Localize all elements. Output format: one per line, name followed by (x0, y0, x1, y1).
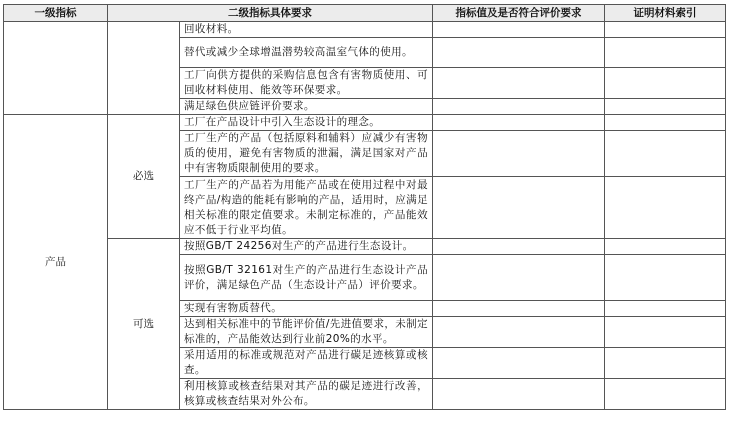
indicator-value-cell (433, 38, 605, 68)
requirement-cell: 满足绿色供应链评价要求。 (180, 99, 433, 115)
requirement-cell: 按照GB/T 24256对生产的产品进行生态设计。 (180, 239, 433, 255)
header-level2-requirements: 二级指标具体要求 (108, 5, 433, 22)
requirement-cell: 回收材料。 (180, 22, 433, 38)
level2-cell-previous (108, 22, 180, 115)
header-row (4, 5, 726, 22)
requirement-cell: 工厂向供方提供的采购信息包含有害物质使用、可回收材料使用、能效等环保要求。 (180, 68, 433, 99)
evidence-index-cell (605, 317, 726, 348)
evidence-index-cell (605, 239, 726, 255)
evidence-index-cell (605, 131, 726, 177)
evaluation-table (3, 4, 726, 410)
requirement-cell: 工厂生产的产品若为用能产品或在使用过程中对最终产品/构造的能耗有影响的产品，适用时，应满足相关标准的限定值要求。未制定标准的，产品能效应不低于行业平均值。 (180, 177, 433, 239)
evidence-index-cell (605, 348, 726, 379)
indicator-value-cell (433, 317, 605, 348)
indicator-value-cell (433, 379, 605, 410)
evidence-index-cell (605, 379, 726, 410)
evidence-index-cell (605, 301, 726, 317)
evidence-index-cell (605, 255, 726, 301)
evidence-index-cell (605, 22, 726, 38)
level1-product: 产品 (4, 115, 108, 410)
indicator-value-cell (433, 22, 605, 38)
header-evidence-index: 证明材料索引 (605, 5, 726, 22)
evidence-index-cell (605, 68, 726, 99)
indicator-value-cell (433, 115, 605, 131)
evidence-index-cell (605, 177, 726, 239)
indicator-value-cell (433, 68, 605, 99)
requirement-cell: 按照GB/T 32161对生产的产品进行生态设计产品评价，满足绿色产品（生态设计产品）评价要求。 (180, 255, 433, 301)
indicator-value-cell (433, 255, 605, 301)
requirement-cell: 工厂生产的产品（包括原料和辅料）应减少有害物质的使用，避免有害物质的泄漏，满足国家对产品中有害物质限制使用的要求。 (180, 131, 433, 177)
indicator-value-cell (433, 99, 605, 115)
requirement-cell: 采用适用的标准或规范对产品进行碳足迹核算或核查。 (180, 348, 433, 379)
level2-required: 必选 (108, 115, 180, 239)
header-indicator-value: 指标值及是否符合评价要求 (433, 5, 605, 22)
requirement-cell: 实现有害物质替代。 (180, 301, 433, 317)
requirement-cell: 工厂在产品设计中引入生态设计的理念。 (180, 115, 433, 131)
evidence-index-cell (605, 115, 726, 131)
indicator-value-cell (433, 348, 605, 379)
level2-optional: 可选 (108, 239, 180, 410)
header-level1: 一级指标 (4, 5, 108, 22)
table-row (4, 22, 726, 38)
requirement-cell: 替代或减少全球增温潜势较高温室气体的使用。 (180, 38, 433, 68)
table-row (4, 115, 726, 131)
indicator-value-cell (433, 301, 605, 317)
indicator-value-cell (433, 239, 605, 255)
evidence-index-cell (605, 99, 726, 115)
indicator-value-cell (433, 177, 605, 239)
indicator-value-cell (433, 131, 605, 177)
requirement-cell: 利用核算或核查结果对其产品的碳足迹进行改善，核算或核查结果对外公布。 (180, 379, 433, 410)
level1-cell-previous (4, 22, 108, 115)
evidence-index-cell (605, 38, 726, 68)
requirement-cell: 达到相关标准中的节能评价值/先进值要求，未制定标准的，产品能效达到行业前20%的水平。 (180, 317, 433, 348)
table-row (4, 239, 726, 255)
